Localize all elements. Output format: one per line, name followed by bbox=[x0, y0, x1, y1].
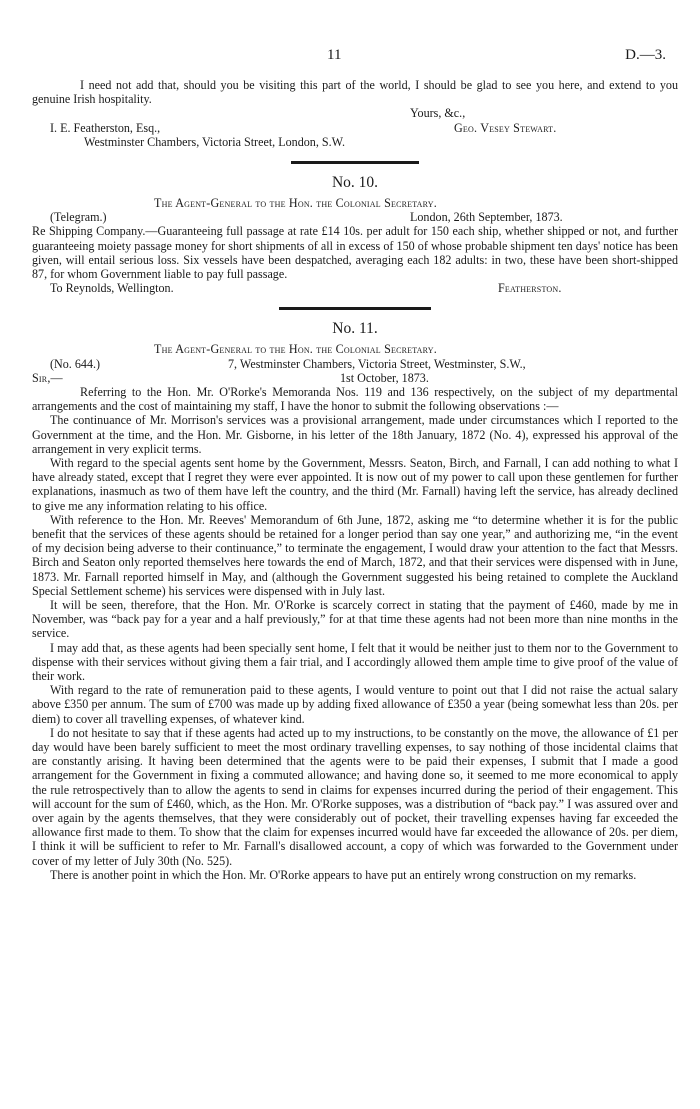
section-heading-no10: No. 10. bbox=[331, 173, 379, 191]
paragraph: It will be seen, therefore, that the Hon. Mr. O'Rorke is scarcely correct in stating that the payment of £460, made by me in November, was “back pay for a year and a half previously,” for at that time these agents had not been more than nine months in the service. bbox=[32, 597, 678, 641]
addressee-row-no11 bbox=[32, 342, 678, 356]
telegram-recipient: To Reynolds, Wellington. bbox=[50, 281, 174, 296]
paragraph: Referring to the Hon. Mr. O'Rorke's Memoranda Nos. 119 and 136 respectively, on the subject of my departmental arrangements and the cost of maintaining my staff, I have the honor to submit the following observations :— bbox=[32, 384, 678, 414]
section-divider-rule bbox=[279, 307, 431, 310]
page-number: 11 bbox=[327, 47, 342, 63]
addressee-no10: The Agent-General to the Hon. the Colonial Secretary. bbox=[154, 195, 437, 210]
recipient-address: Westminster Chambers, Victoria Street, London, S.W. bbox=[84, 134, 345, 149]
addressee-no11: The Agent-General to the Hon. the Colonial Secretary. bbox=[154, 342, 437, 357]
telegram-signature: Featherston. bbox=[498, 281, 562, 296]
recipient-row bbox=[32, 121, 678, 135]
paragraph: The continuance of Mr. Morrison's services was a provisional arrangement, made under circumstances which I reported to the Government at the time, and the Hon. Mr. Gisborne, in his letter of the 18th January, 1872 (No. 4), expressed his approval of the arrangement in very explicit terms. bbox=[32, 413, 678, 456]
message-type: (Telegram.) bbox=[50, 210, 107, 225]
letter-reference: (No. 644.) bbox=[50, 356, 101, 371]
paragraph: I do not hesitate to say that if these agents had acted up to my instructions, to be constantly on the move, the allowance of £1 per day would have been barely sufficient to meet the most ordinary travelling expenses, to say nothing of those incidental claims that are constantly arising. It having been determined that the agents were to be paid their expenses, I submit that I made a good arrangement for the Government in fixing a commuted allowance; and having done so, it seemed to me more economical to apply the rule retrospectively than to allow the agents to send in claims for expenses incurred during the period of their engagement. This will account for the sum of £460, which, as the Hon. Mr. O'Rorke supposes, was a distribution of “back pay.” I was assured over and over again by the agents themselves, that they were considerably out of pocket, their travelling expenses having far exceeded the allowance first made to them. To show that the claim for expenses incurred would have far exceeded the allowance of 20s. per diem, I think it will be sufficient to refer to Mr. Farnall's disallowed account, a copy of which was forwarded to the Government under cover of my letter of July 30th (No. 525). bbox=[32, 725, 678, 868]
telegram-sign-row bbox=[32, 281, 678, 295]
paragraph: I may add that, as these agents had been specially sent home, I felt that it would be neither just to them nor to the Government to dispense with their services without giving them a fair trial, and I accordingly allowed them ample time to give proof of the value of their work. bbox=[32, 640, 678, 683]
paragraph: With regard to the rate of remuneration paid to these agents, I would venture to point out that I did not raise the actual salary above £350 per annum. The sum of £700 was made up by adding fixed allowance of £350 a year (being somewhat less than 20s. per diem) to cover all travelling expenses, of whatever kind. bbox=[32, 683, 678, 726]
paragraph: There is another point in which the Hon. Mr. O'Rorke appears to have put an entirely wrong construction on my remarks. bbox=[50, 867, 637, 882]
reference-address-row bbox=[32, 357, 678, 371]
closing-row bbox=[32, 106, 678, 120]
salutation: Sir,— bbox=[32, 370, 63, 385]
telegram-body: Re Shipping Company.—Guaranteeing full passage at rate £14 10s. per adult for 150 each ship, whether shipped or not, and further guaranteeing moiety passage money for short shipments of all in excess of 150 of whose probable shipment ten days' notice has been given, will entail serious loss. Six vessels have been despatched, averaging each 182 adults: in two, these have been short-shipped 87, for whom Government liable to pay full passage. bbox=[32, 224, 678, 281]
sender-address: 7, Westminster Chambers, Victoria Street, Westminster, S.W., bbox=[228, 356, 526, 371]
paragraph: With regard to the special agents sent home by the Government, Messrs. Seaton, Birch, and Farnall, I can add nothing to what I have already stated, except that I regret they were ever appointed. It is now out of my power to call upon these gentlemen for further explanations, inasmuch as two of them have left the country, and the third (Mr. Farnall) having left the service, has already declined to give me any information relating to his office. bbox=[32, 455, 678, 513]
section-heading-no11: No. 11. bbox=[332, 320, 378, 338]
sender-signature: Geo. Vesey Stewart. bbox=[454, 120, 557, 135]
closing-line: Yours, &c., bbox=[410, 106, 466, 121]
telegram-row bbox=[32, 210, 678, 224]
letter-closing-paragraph: I need not add that, should you be visiting this part of the world, I should be glad to see you here, and extend to you genuine Irish hospitality. bbox=[32, 78, 678, 107]
recipient-address-row bbox=[32, 135, 678, 149]
recipient-name: I. E. Featherston, Esq., bbox=[50, 120, 161, 135]
salutation-date-row bbox=[32, 371, 678, 385]
place-date-no10: London, 26th September, 1873. bbox=[410, 210, 563, 225]
paragraph: With reference to the Hon. Mr. Reeves' Memorandum of 6th June, 1872, asking me “to determine whether it is for the public benefit that the services of these agents should be retained for a longer period than say one year,” and authorizing me, “in the event of my decision being adverse to their continuance,” to terminate the engagement, I would draw your attention to the fact that Messrs. Birch and Seaton only reported themselves here towards the end of March, 1872, and that their services were dispensed with in June, 1873. Mr. Farnall reported himself in May, and (although the Government suggested his being retained to complete the Auckland Special Settlement scheme) his services were dispensed with in July last. bbox=[32, 512, 678, 598]
addressee-row-no10 bbox=[32, 196, 678, 210]
document-body bbox=[32, 78, 678, 882]
letter-date: 1st October, 1873. bbox=[340, 370, 429, 385]
section-divider-rule bbox=[291, 161, 419, 164]
document-reference: D.—3. bbox=[625, 47, 666, 63]
